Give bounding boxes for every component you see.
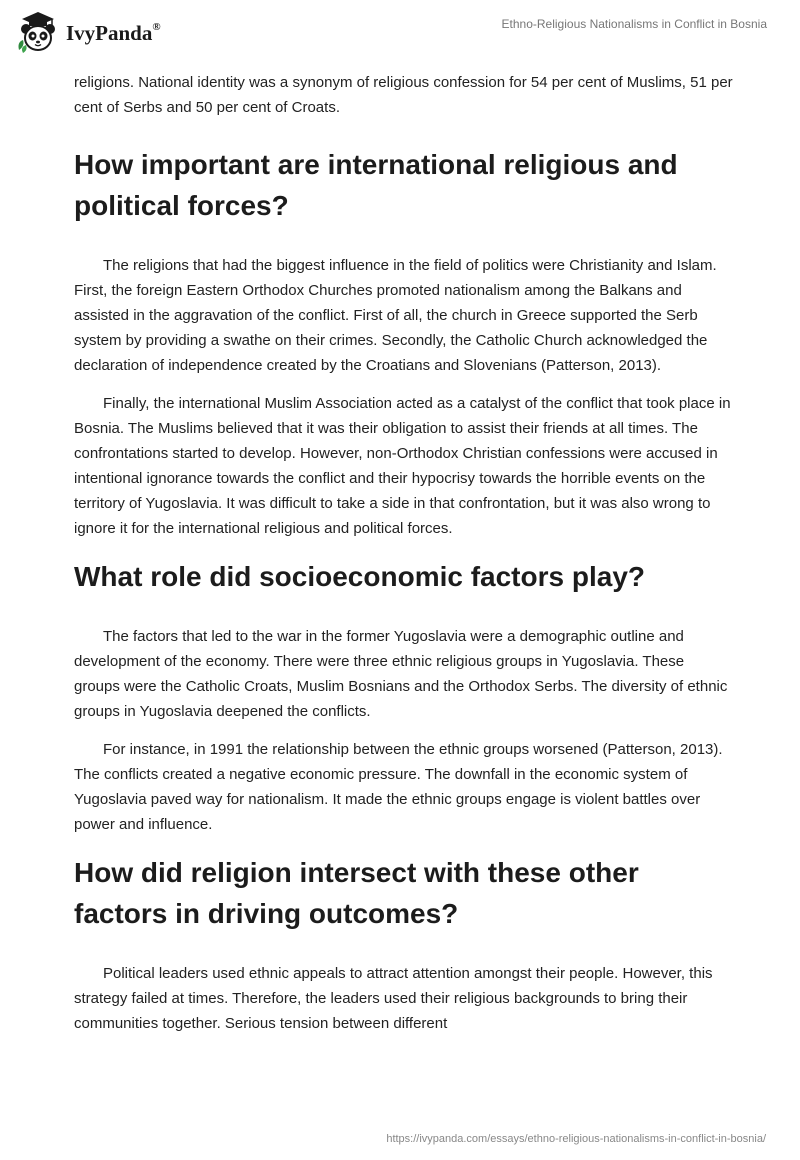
- footer-url-link[interactable]: https://ivypanda.com/essays/ethno-religious-nationalisms-in-conflict-in-bosnia/: [386, 1133, 766, 1145]
- intro-paragraph: religions. National identity was a synonym of religious confession for 54 per cent of Muslims, 51 per cent of Serbs and 50 per cent of Croats.: [74, 74, 733, 116]
- document-title: Ethno-Religious Nationalisms in Conflict in Bosnia: [501, 17, 767, 31]
- logo-name: IvyPanda: [66, 20, 153, 45]
- section-2-paragraph-2: For instance, in 1991 the relationship between the ethnic groups worsened (Patterson, 2013). The conflicts created a negative economic pressure. The downfall in the economic system of Yugoslavia paved way for nationalism. It made the ethnic groups engage is violent battles over power and influence.: [74, 741, 723, 833]
- panda-logo-icon: [14, 10, 62, 54]
- section-3-paragraph-1: Political leaders used ethnic appeals to attract attention amongst their people. However, this strategy failed at times. Therefore, the leaders used their religious backgrounds to bring their communities together. Serious tension between different: [74, 965, 713, 1032]
- logo-text: [66, 21, 161, 46]
- section-heading-religion-intersect: How did religion intersect with these other factors in driving outcomes?: [74, 857, 639, 929]
- logo[interactable]: [14, 10, 161, 54]
- section-1-paragraph-2: Finally, the international Muslim Association acted as a catalyst of the conflict that took place in Bosnia. The Muslims believed that it was their obligation to assist their friends at all times. The confrontations started to develop. However, non-Orthodox Christian confessions were accused in intentional ignorance towards the conflict and their hypocrisy towards the horrible events on the territory of Yugoslavia. It was difficult to take a side in that confrontation, but it was also wrong to ignore it for the international religious and political forces.: [74, 395, 731, 537]
- section-2-paragraph-1: The factors that led to the war in the former Yugoslavia were a demographic outline and development of the economy. There were three ethnic religious groups in Yugoslavia. These groups were the Catholic Croats, Muslim Bosnians and the Orthodox Serbs. The diversity of ethnic groups in Yugoslavia deepened the conflicts.: [74, 628, 728, 720]
- header: [0, 0, 800, 60]
- article-body: [74, 70, 734, 1036]
- logo-registered-mark: ®: [152, 20, 161, 33]
- section-heading-international-forces: How important are international religious and political forces?: [74, 149, 678, 221]
- section-1-paragraph-1: The religions that had the biggest influence in the field of politics were Christianity and Islam. First, the foreign Eastern Orthodox Churches promoted nationalism among the Balkans and assisted in the aggravation of the conflict. First of all, the church in Greece supported the Serb system by providing a swathe on their crimes. Secondly, the Catholic Church acknowledged the declaration of independence created by the Croatians and Slovenians (Patterson, 2013).: [74, 257, 717, 374]
- section-heading-socioeconomic: What role did socioeconomic factors play?: [74, 561, 645, 592]
